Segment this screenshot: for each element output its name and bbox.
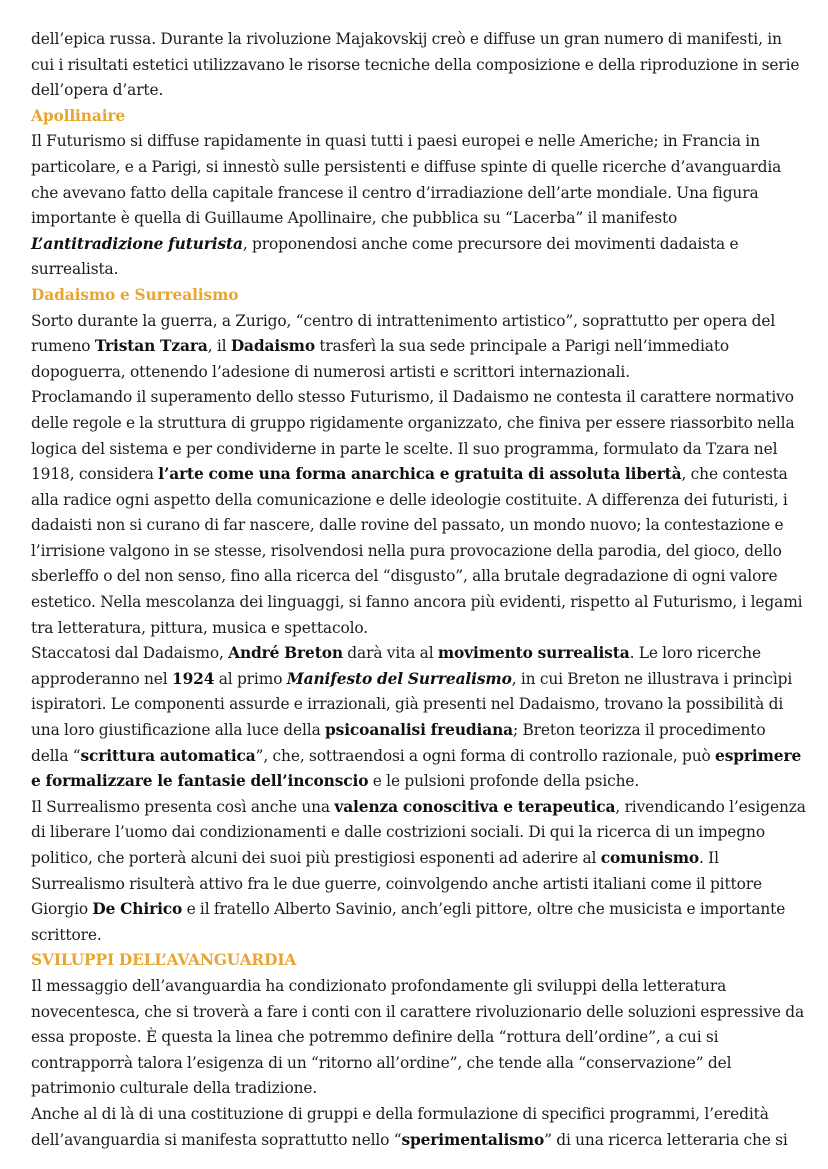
paragraph-apollinaire [31, 129, 806, 283]
text: al primo [214, 669, 287, 688]
paragraph-surrealismo-1 [31, 641, 806, 795]
emphasis: scrittura automatica [80, 746, 256, 765]
paragraph-surrealismo-2 [31, 795, 806, 949]
text: ; Breton teorizza il procedimento della “ [31, 721, 766, 765]
text: e il fratello Alberto Savinio, anch’egli pittore, oltre che musicista e importante scrittore. [31, 900, 786, 944]
text: , il [207, 337, 231, 356]
emphasis: Dadaismo [230, 337, 315, 356]
text: trasferì la sua sede principale a Parigi nell’immediato dopoguerra, ottenendo l’adesione di numerosi artisti e scrittori internazionali. [31, 337, 730, 381]
emphasis-title: L’antitradizione futurista [31, 234, 243, 253]
text: darà vita al [342, 644, 438, 663]
emphasis: Tristan Tzara [94, 337, 208, 356]
emphasis: l’arte come una forma anarchica e gratuita di assoluta libertà [158, 465, 682, 484]
text: Il Surrealismo presenta così anche una [31, 797, 335, 816]
text: ” di una ricerca letteraria che si [544, 1130, 788, 1149]
emphasis: psicoanalisi freudiana [325, 721, 514, 740]
text: . Il Surrealismo risulterà attivo fra le due guerre, coinvolgendo anche artisti italiani come il pittore Giorgio [31, 849, 762, 919]
emphasis-title: Manifesto del Surrealismo [286, 669, 512, 688]
emphasis: comunismo [600, 849, 700, 867]
heading-apollinaire: Apollinaire [31, 106, 126, 125]
emphasis: movimento surrealista [437, 644, 630, 663]
text: , proponendosi anche come precursore dei movimenti dadaista e surrealista. [31, 234, 739, 279]
text: Staccatosi dal Dadaismo, [31, 644, 229, 663]
paragraph-sviluppi-2 [31, 1102, 806, 1153]
text: Il messaggio dell’avanguardia ha condizionato profondamente gli sviluppi della letteratura novecentesca, che si troverà a fare i conti con il carattere rivoluzionario delle soluzioni espressive da essa proposte. È questa la linea che potremmo definire della “rottura dell’ordine”, a cui si contrapporrà talora l’esigenza di un “ritorno all’ordine”, che tende alla “conservazione” del patrimonio culturale della tradizione. [31, 976, 805, 1098]
text: , che contesta alla radice ogni aspetto della comunicazione e delle ideologie costituite. A differenza dei futuristi, i dadaisti non si curano di far nascere, dalle rovine del passato, un mondo nuovo; la contestazione e l’irrisione valgono in se stesse, risolvendosi nella pura provocazione della parodia, del gioco, dello sberleffo o del non senso, fino alla ricerca del “disgusto”, alla brutale degradazione di ogni valore estetico. Nella mescolanza dei linguaggi, si fanno ancora più evidenti, rispetto al Futurismo, i legami tra letteratura, pittura, musica e spettacolo. [31, 465, 803, 637]
text: , in cui Breton ne illustrava i princìpi ispiratori. Le componenti assurde e irrazionali, già presenti nel Dadaismo, trovano la possibilità di una loro giustificazione alla luce della [31, 669, 793, 740]
paragraph-dada-2 [31, 385, 806, 641]
emphasis: 1924 [171, 669, 215, 688]
text: ”, che, sottraendosi a ogni forma di controllo razionale, può [255, 746, 716, 765]
paragraph-dada-1 [31, 309, 806, 386]
text: dell’epica russa. Durante la rivoluzione Majakovskij creò e diffuse un gran numero di manifesti, in cui i risultati estetici utilizzavano le risorse tecniche della composizione e della riproduzione in serie dell’opera d’arte. [31, 30, 800, 100]
text: , rivendicando l’esigenza di liberare l’uomo dai condizionamenti e dalle costrizioni sociali. Di qui la ricerca di un impegno politico, che porterà alcuni dei suoi più prestigiosi esponenti ad aderire al [31, 797, 806, 867]
text: Il Futurismo si diffuse rapidamente in quasi tutti i paesi europei e nelle Americhe; in Francia in particolare, e a Parigi, si innestò sulle persistenti e diffuse spinte di quelle ricerche d’avanguardia che avevano fatto della capitale francese il centro d’irradiazione dell’arte mondiale. Una figura importante è quella di Guillaume Apollinaire, che pubblica su “Lacerba” il manifesto [31, 132, 782, 228]
text: . Le loro ricerche approderanno nel [31, 644, 761, 688]
text: Sorto durante la guerra, a Zurigo, “centro di intrattenimento artistico”, soprattutto per opera del rumeno [31, 311, 776, 356]
heading-dadaismo-surrealismo: Dadaismo e Surrealismo [31, 285, 239, 304]
paragraph-intro [31, 27, 806, 104]
paragraph-sviluppi-1 [31, 974, 806, 1102]
text: Anche al di là di una costituzione di gruppi e della formulazione di specifici programmi, l’eredità dell’avanguardia si manifesta soprattutto nello “ [31, 1104, 769, 1149]
emphasis: De Chirico [92, 900, 183, 919]
text: Proclamando il superamento dello stesso Futurismo, il Dadaismo ne contesta il carattere normativo delle regole e la struttura di gruppo rigidamente organizzato, che finiva per essere riassorbito nella logica del sistema e per condividerne in parte le scelte. Il suo programma, formulato da Tzara nel 1918, considera [31, 388, 795, 484]
emphasis: valenza conoscitiva e terapeutica [334, 797, 616, 816]
heading-sviluppi-avanguardia: SVILUPPI DELL’AVANGUARDIA [31, 951, 297, 970]
emphasis: sperimentalismo [401, 1130, 545, 1149]
text: e le pulsioni profonde della psiche. [368, 772, 640, 791]
emphasis: esprimere e formalizzare le fantasie dell’inconscio [31, 746, 802, 791]
emphasis: André Breton [228, 644, 343, 663]
